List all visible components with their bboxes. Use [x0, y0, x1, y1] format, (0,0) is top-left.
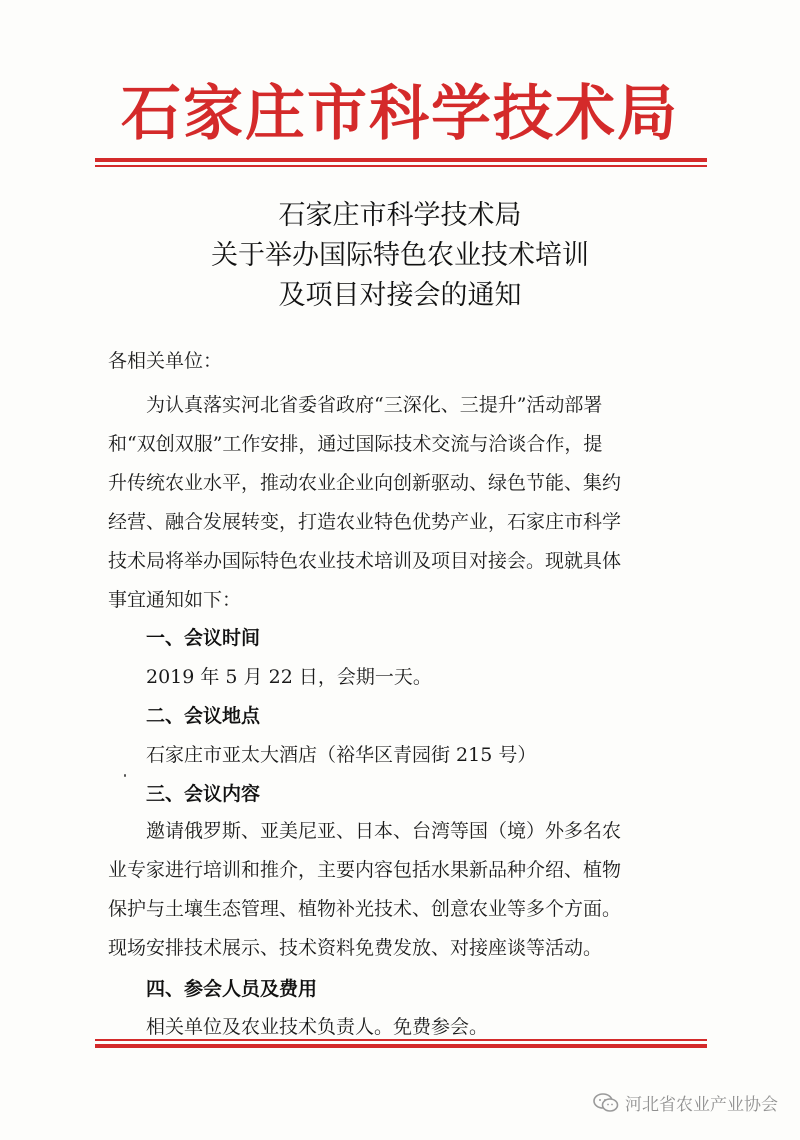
section-heading-time: 一、会议时间 — [146, 627, 261, 649]
intro-line: 升传统农业水平，推动农业企业向创新驱动、绿色节能、集约 — [108, 472, 622, 494]
document-title-line-1: 石家庄市科学技术局 — [278, 200, 522, 231]
content-line: 业专家进行培训和推介，主要内容包括水果新品种介绍、植物 — [108, 859, 622, 881]
section-text-location: 石家庄市亚太大酒店（裕华区青园街 215 号） — [146, 744, 537, 766]
intro-line: 经营、融合发展转变，打造农业特色优势产业，石家庄市科学 — [108, 511, 622, 533]
wechat-icon — [593, 1093, 619, 1113]
intro-line: 为认真落实河北省委省政府“三深化、三提升”活动部署 — [146, 394, 603, 416]
footer-rule-thick — [95, 1044, 707, 1048]
footer-rule-thin — [95, 1039, 707, 1041]
letterhead-org-name: 石家庄市科学技术局 — [121, 79, 679, 149]
document-title-line-3: 及项目对接会的通知 — [278, 280, 522, 311]
intro-line: 技术局将举办国际特色农业技术培训及项目对接会。现就具体 — [108, 550, 622, 572]
document-title — [0, 196, 800, 316]
intro-paragraph — [108, 386, 698, 620]
document-title-line-2: 关于举办国际特色农业技术培训 — [211, 240, 589, 271]
section-content-paragraph — [108, 812, 698, 968]
section-text-time: 2019 年 5 月 22 日，会期一天。 — [146, 666, 432, 688]
scan-speck — [124, 774, 126, 777]
section-text-attendees: 相关单位及农业技术负责人。免费参会。 — [146, 1016, 489, 1038]
section-heading-content: 三、会议内容 — [146, 783, 261, 805]
section-heading-location: 二、会议地点 — [146, 705, 261, 727]
salutation: 各相关单位： — [108, 350, 223, 372]
intro-line: 事宜通知如下： — [108, 589, 242, 611]
content-line: 保护与土壤生态管理、植物补光技术、创意农业等多个方面。 — [108, 898, 622, 920]
section-heading-attendees: 四、参会人员及费用 — [146, 978, 318, 1000]
content-line: 邀请俄罗斯、亚美尼亚、日本、台湾等国（境）外多名农 — [146, 820, 622, 842]
intro-line: 和“双创双服”工作安排，通过国际技术交流与洽谈合作，提 — [108, 433, 603, 455]
watermark — [593, 1090, 778, 1115]
watermark-text: 河北省农业产业协会 — [625, 1095, 778, 1115]
content-line: 现场安排技术展示、技术资料免费发放、对接座谈等活动。 — [108, 937, 603, 959]
letterhead-rule-thin — [95, 165, 707, 167]
letterhead-rule-thick — [95, 158, 707, 162]
